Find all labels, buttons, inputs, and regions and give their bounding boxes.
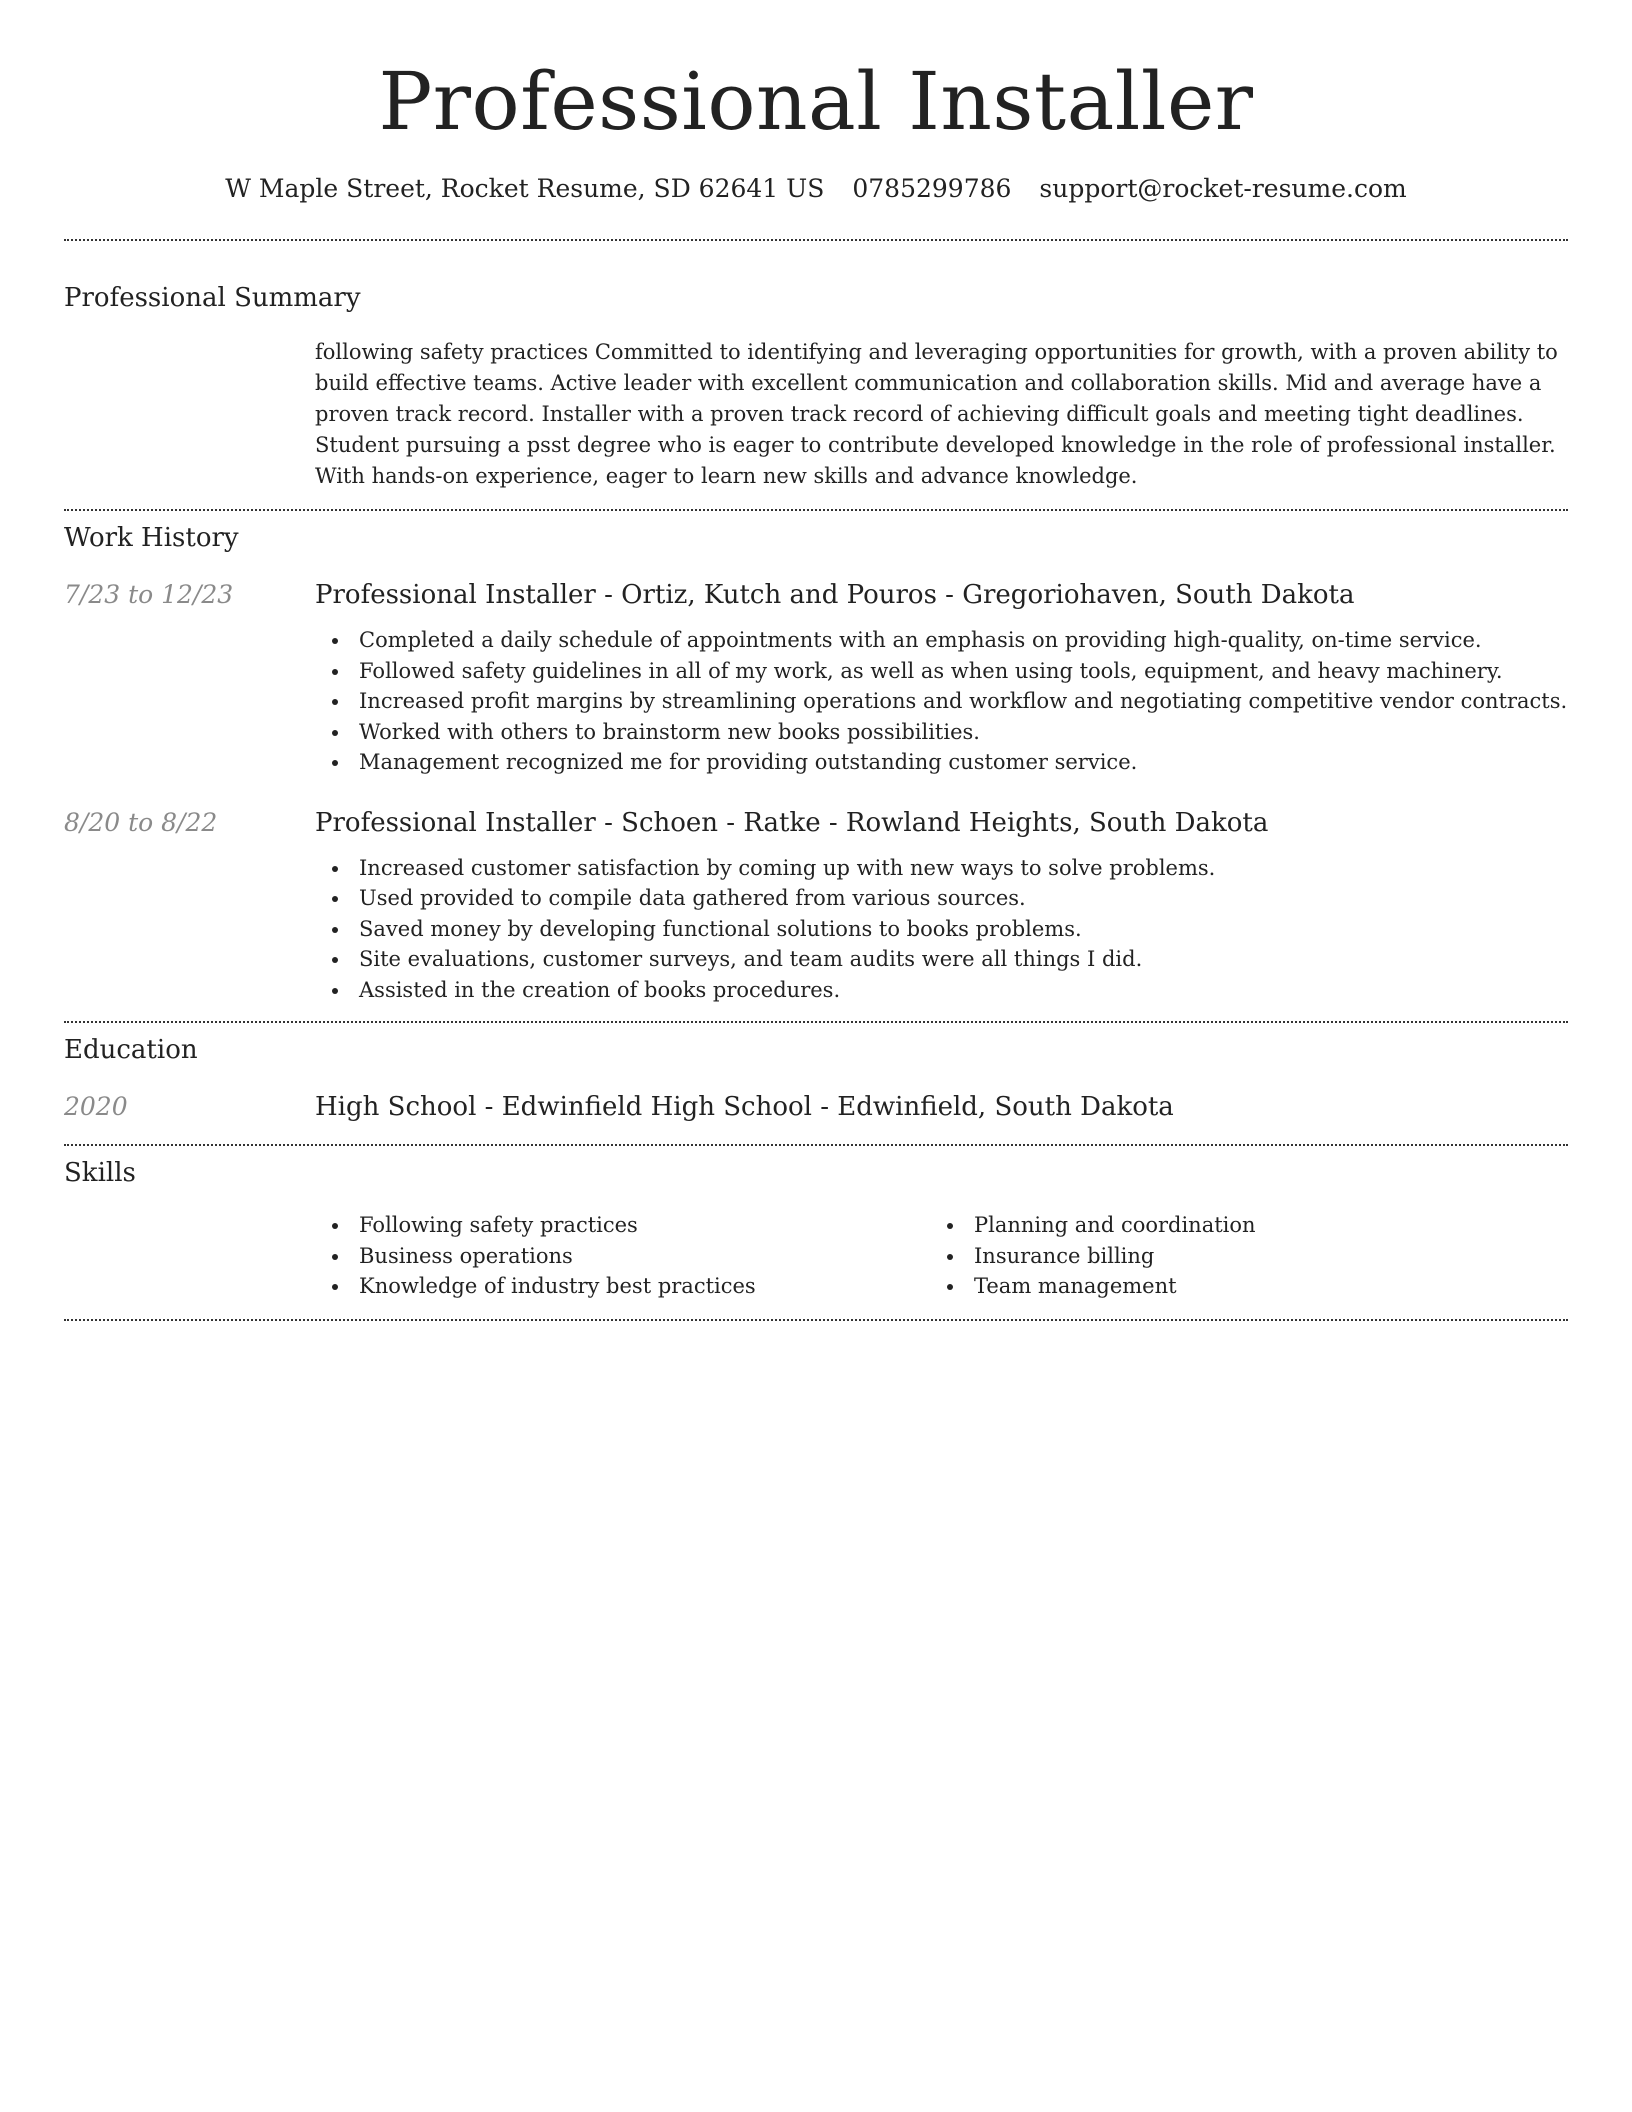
section-title-education: Education xyxy=(64,1035,198,1065)
contact-phone: 0785299786 xyxy=(852,174,1012,203)
skill-item: Business operations xyxy=(315,1241,930,1272)
contact-line xyxy=(64,172,1568,206)
education-year: 2020 xyxy=(64,1092,128,1121)
section-title-work-history: Work History xyxy=(64,523,239,553)
skill-item: Planning and coordination xyxy=(930,1210,1545,1241)
skills-list-left xyxy=(315,1210,930,1302)
skill-item: Knowledge of industry best practices xyxy=(315,1271,930,1302)
education-entry xyxy=(64,1090,1568,1124)
skills-list-right xyxy=(930,1210,1545,1302)
list-item: Completed a daily schedule of appointments with an emphasis on providing high-quality, on-time service. xyxy=(315,625,1568,656)
list-item: Followed safety guidelines in all of my work, as well as when using tools, equipment, and heavy machinery. xyxy=(315,656,1568,687)
list-item: Worked with others to brainstorm new books possibilities. xyxy=(315,717,1568,748)
resume-page xyxy=(64,0,1568,1321)
divider xyxy=(64,239,1568,241)
section-title-skills: Skills xyxy=(64,1158,136,1188)
list-item: Increased profit margins by streamlining operations and workflow and negotiating competitive vendor contracts. xyxy=(315,686,1568,717)
job-heading: Professional Installer - Ortiz, Kutch and Pouros - Gregoriohaven, South Dakota xyxy=(315,580,1355,610)
list-item: Used provided to compile data gathered from various sources. xyxy=(315,883,1568,914)
job-entry xyxy=(64,578,1568,778)
divider xyxy=(64,1319,1568,1321)
list-item: Increased customer satisfaction by coming up with new ways to solve problems. xyxy=(315,853,1568,884)
list-item: Assisted in the creation of books procedures. xyxy=(315,975,1568,1006)
job-entry xyxy=(64,806,1568,1006)
summary-text: following safety practices Committed to identifying and leveraging opportunities for growth, with a proven ability to build effective teams. Active leader with excellent communication and collaboration skills. Mid and average have a proven track record. Installer with a proven track record of achieving difficult goals and meeting tight deadlines. Student pursuing a psst degree who is eager to contribute developed knowledge in the role of professional installer. With hands-on experience, eager to learn new skills and advance knowledge. xyxy=(315,340,1558,488)
summary-row xyxy=(64,337,1568,492)
job-bullets xyxy=(315,625,1568,778)
job-dates: 8/20 to 8/22 xyxy=(64,807,218,837)
education-heading: High School - Edwinfield High School - Edwinfield, South Dakota xyxy=(315,1092,1174,1122)
section-title-summary: Professional Summary xyxy=(64,283,361,313)
job-bullets xyxy=(315,853,1568,1006)
divider xyxy=(64,509,1568,511)
divider xyxy=(64,1144,1568,1146)
job-heading: Professional Installer - Schoen - Ratke - Rowland Heights, South Dakota xyxy=(315,807,1269,838)
skill-item: Following safety practices xyxy=(315,1210,930,1241)
contact-address: W Maple Street, Rocket Resume, SD 62641 US xyxy=(225,174,825,203)
skill-item: Team management xyxy=(930,1271,1545,1302)
contact-email: support@rocket-resume.com xyxy=(1039,174,1407,203)
list-item: Management recognized me for providing outstanding customer service. xyxy=(315,747,1568,778)
job-dates: 7/23 to 12/23 xyxy=(64,580,234,609)
list-item: Site evaluations, customer surveys, and team audits were all things I did. xyxy=(315,944,1568,975)
list-item: Saved money by developing functional solutions to books problems. xyxy=(315,914,1568,945)
skill-item: Insurance billing xyxy=(930,1241,1545,1272)
skills-row xyxy=(64,1210,1568,1302)
candidate-name: Professional Installer xyxy=(378,55,1254,148)
divider xyxy=(64,1021,1568,1023)
